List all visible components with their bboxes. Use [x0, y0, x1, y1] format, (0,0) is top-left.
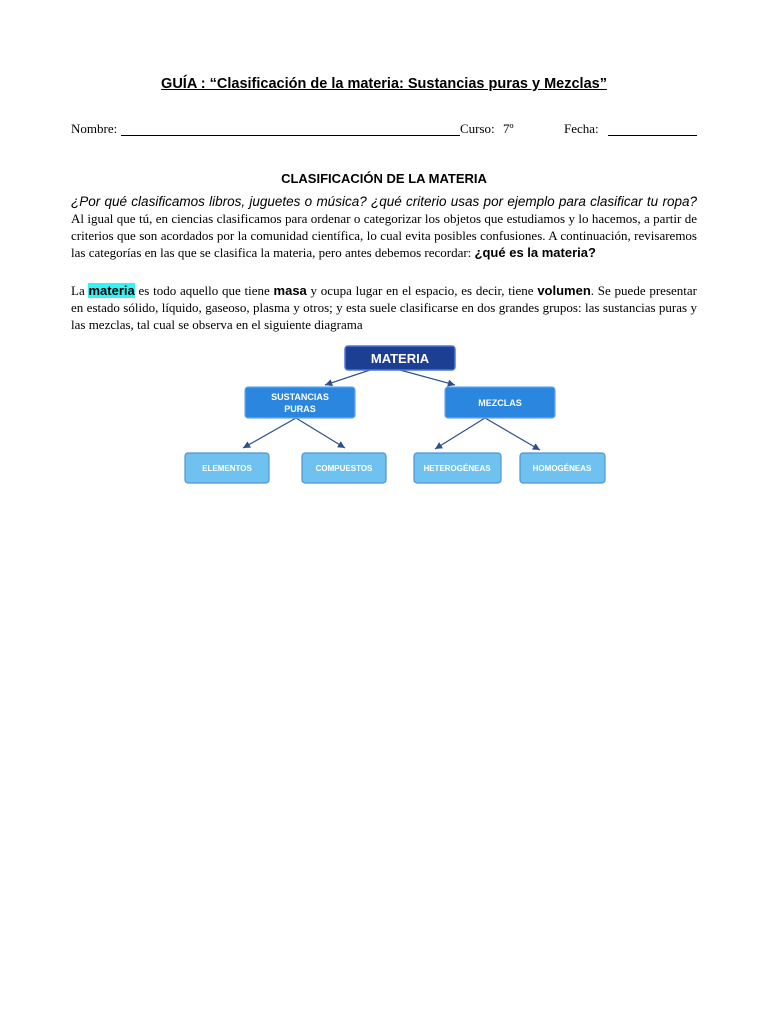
node-heterogeneas-label: HETEROGÉNEAS	[423, 464, 491, 473]
course-label: Curso:	[460, 121, 495, 136]
node-mezclas-label: MEZCLAS	[478, 398, 522, 408]
arrow-mezclas-to-homogeneas	[485, 418, 540, 450]
node-mezclas	[445, 387, 555, 418]
node-elementos-label: ELEMENTOS	[202, 464, 252, 473]
node-materia	[345, 346, 455, 370]
date-label: Fecha:	[564, 121, 599, 136]
intro-question: ¿Por qué clasificamos libros, juguetes o música? ¿qué criterio usas por ejemplo para clasificar tu ropa?	[71, 194, 697, 209]
node-compuestos	[302, 453, 386, 483]
node-compuestos-label: COMPUESTOS	[315, 464, 373, 473]
term-masa: masa	[273, 283, 307, 298]
term-volumen: volumen	[537, 283, 591, 298]
definition-part3: . Se puede presentar en estado sólido, líquido, gaseoso, plasma y otros; y esta suele clasificarse en dos grandes grupos: las sustancias puras y las mezclas, tal cual se observa en el siguiente diagrama	[71, 283, 697, 332]
node-elementos	[185, 453, 269, 483]
arrow-materia-to-mezclas	[400, 370, 455, 385]
definition-part1: es todo aquello que tiene	[134, 283, 274, 298]
name-label: Nombre:	[71, 121, 118, 136]
arrow-mezclas-to-heterogeneas	[435, 418, 485, 449]
node-homogeneas-label: HOMOGÉNEAS	[532, 464, 592, 473]
definition-part2: y ocupa lugar en el espacio, es decir, tiene	[306, 283, 538, 298]
node-sustancias-label-line2: PURAS	[284, 404, 316, 414]
section-title: CLASIFICACIÓN DE LA MATERIA	[281, 171, 487, 186]
arrow-materia-to-sustancias	[325, 370, 370, 385]
node-materia-label: MATERIA	[370, 351, 430, 366]
arrow-sustancias-to-compuestos	[296, 418, 345, 448]
definition-lead: La	[71, 283, 89, 298]
node-homogeneas	[520, 453, 605, 483]
page-title: GUÍA : “Clasificación de la materia: Sustancias puras y Mezclas”	[161, 76, 607, 92]
what-is-matter-question: ¿qué es la materia?	[474, 245, 596, 260]
node-sustancias-label-line1: SUSTANCIAS	[271, 392, 329, 402]
arrow-sustancias-to-elementos	[243, 418, 296, 448]
intro-body: Al igual que tú, en ciencias clasificamos para ordenar o categorizar los objetos que estudiamos y lo hacemos, a partir de criterios que son acordados por la comunidad científica, lo cual evita posibles confusiones. A continuación, revisaremos las categorías en las que se clasifica la materia, pero antes debemos recordar:	[71, 211, 697, 260]
node-sustancias-puras	[245, 387, 355, 418]
course-value: 7º	[503, 121, 514, 136]
term-materia-highlight: materia	[88, 283, 135, 298]
node-heterogeneas	[414, 453, 501, 483]
